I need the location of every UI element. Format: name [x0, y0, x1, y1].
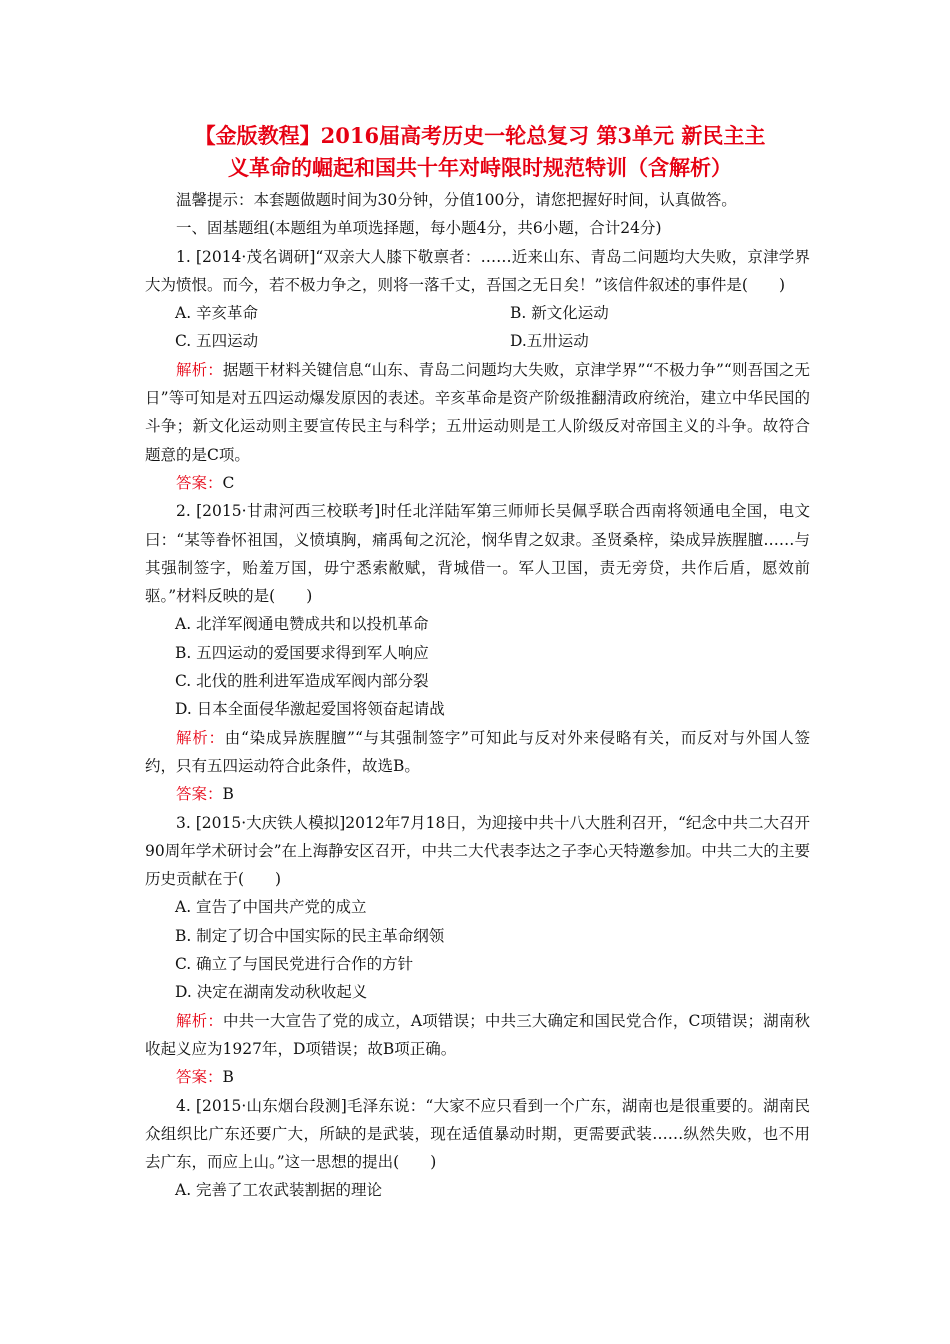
answer [145, 780, 810, 808]
analysis-text: 据题干材料关键信息“山东、青岛二问题均大失败，京津学界”“不极力争”“则吾国之无日”等可知是对五四运动爆发原因的表述。辛亥革命是资产阶级推翻清政府统治，建立中华民国的斗争；新文化运动则主要宣传民主与科学；五卅运动则是工人阶级反对帝国主义的斗争。故符合题意的是C项。 [145, 360, 810, 464]
option-b: B. 新文化运动 [510, 304, 609, 323]
answer-label: 答案： [176, 1068, 223, 1087]
option-c: C. 北伐的胜利进军造成军阀内部分裂 [175, 672, 429, 691]
analysis-label: 解析： [176, 360, 223, 379]
document-body [145, 186, 810, 1205]
analysis-label: 解析： [176, 728, 225, 747]
question-stem: 1. [2014·茂名调研]“双亲大人膝下敬禀者：……近来山东、青岛二问题均大失败，京津学界大为愤恨。而今，若不极力争之，则将一落千丈，吾国之无日矣！”该信件叙述的事件是( ) [145, 247, 810, 294]
option-d: D. 日本全面侵华激起爱国将领奋起请战 [175, 700, 445, 719]
answer-label: 答案： [176, 785, 223, 804]
answer-value: B [222, 785, 234, 804]
analysis [145, 724, 810, 781]
option-a: A. 北洋军阀通电赞成共和以投机革命 [175, 615, 429, 634]
question-stem: 3. [2015·大庆铁人模拟]2012年7月18日，为迎接中共十八大胜利召开，“纪念中共二大召开90周年学术研讨会”在上海静安区召开，中共二大代表李达之子李心天特邀参加。中共二大的主要历史贡献在于( ) [145, 813, 810, 889]
option-c: C. 确立了与国民党进行合作的方针 [175, 955, 414, 974]
analysis [145, 356, 810, 469]
answer [145, 1063, 810, 1091]
question-3 [145, 809, 810, 1092]
question-4 [145, 1092, 810, 1205]
option-row [145, 327, 810, 355]
analysis-text: 由“染成异族腥膻”“与其强制签字”可知此与反对外来侵略有关，而反对与外国人签约，只有五四运动符合此条件，故选B。 [145, 728, 810, 775]
option-a: A. 辛亥革命 [175, 304, 259, 323]
option-b: B. 五四运动的爱国要求得到军人响应 [175, 643, 429, 662]
option-row [145, 299, 810, 327]
option-b: B. 制定了切合中国实际的民主革命纲领 [175, 926, 445, 945]
answer [145, 469, 810, 497]
answer-value: C [222, 473, 235, 492]
question-stem: 4. [2015·山东烟台段测]毛泽东说：“大家不应只看到一个广东，湖南也是很重要的。湖南民众组织比广东还要广大，所缺的是武装，现在适值暴动时期，更需要武装……纵然失败，也不用去广东，而应上山。”这一思想的提出( ) [145, 1096, 810, 1172]
analysis-text: 中共一大宣告了党的成立，A项错误；中共三大确定和国民党合作，C项错误；湖南秋收起义应为1927年，D项错误；故B项正确。 [145, 1011, 810, 1058]
question-stem: 2. [2015·甘肃河西三校联考]时任北洋陆军第三师师长吴佩孚联合西南将领通电全国，电文曰：“某等眷怀祖国，义愤填胸，痛禹甸之沉沦，悯华胄之奴隶。圣贤桑梓，染成异族腥膻……与其强制签字，贻羞万国，毋宁悉索敝赋，背城借一。军人卫国，责无旁贷，共作后盾，愿效前驱。”材料反映的是( ) [145, 502, 810, 606]
section-heading: 一、固基题组(本题组为单项选择题，每小题4分，共6小题，合计24分) [176, 219, 662, 238]
option-d: D.五卅运动 [510, 332, 589, 351]
option-d: D. 决定在湖南发动秋收起义 [175, 983, 368, 1002]
question-1 [145, 243, 810, 498]
analysis-label: 解析： [176, 1011, 223, 1030]
tip-text: 温馨提示：本套题做题时间为30分钟，分值100分，请您把握好时间，认真做答。 [176, 191, 737, 209]
option-a: A. 完善了工农武装割据的理论 [175, 1181, 383, 1200]
option-a: A. 宣告了中国共产党的成立 [175, 898, 367, 917]
analysis [145, 1007, 810, 1064]
question-2 [145, 497, 810, 808]
answer-label: 答案： [176, 473, 223, 492]
title-line-1: 【金版教程】2016届高考历史一轮总复习 第3单元 新民主主 [194, 123, 766, 148]
answer-value: B [222, 1068, 234, 1087]
page-title [120, 120, 840, 184]
option-c: C. 五四运动 [175, 332, 259, 351]
title-line-2: 义革命的崛起和国共十年对峙限时规范特训（含解析） [228, 155, 732, 180]
